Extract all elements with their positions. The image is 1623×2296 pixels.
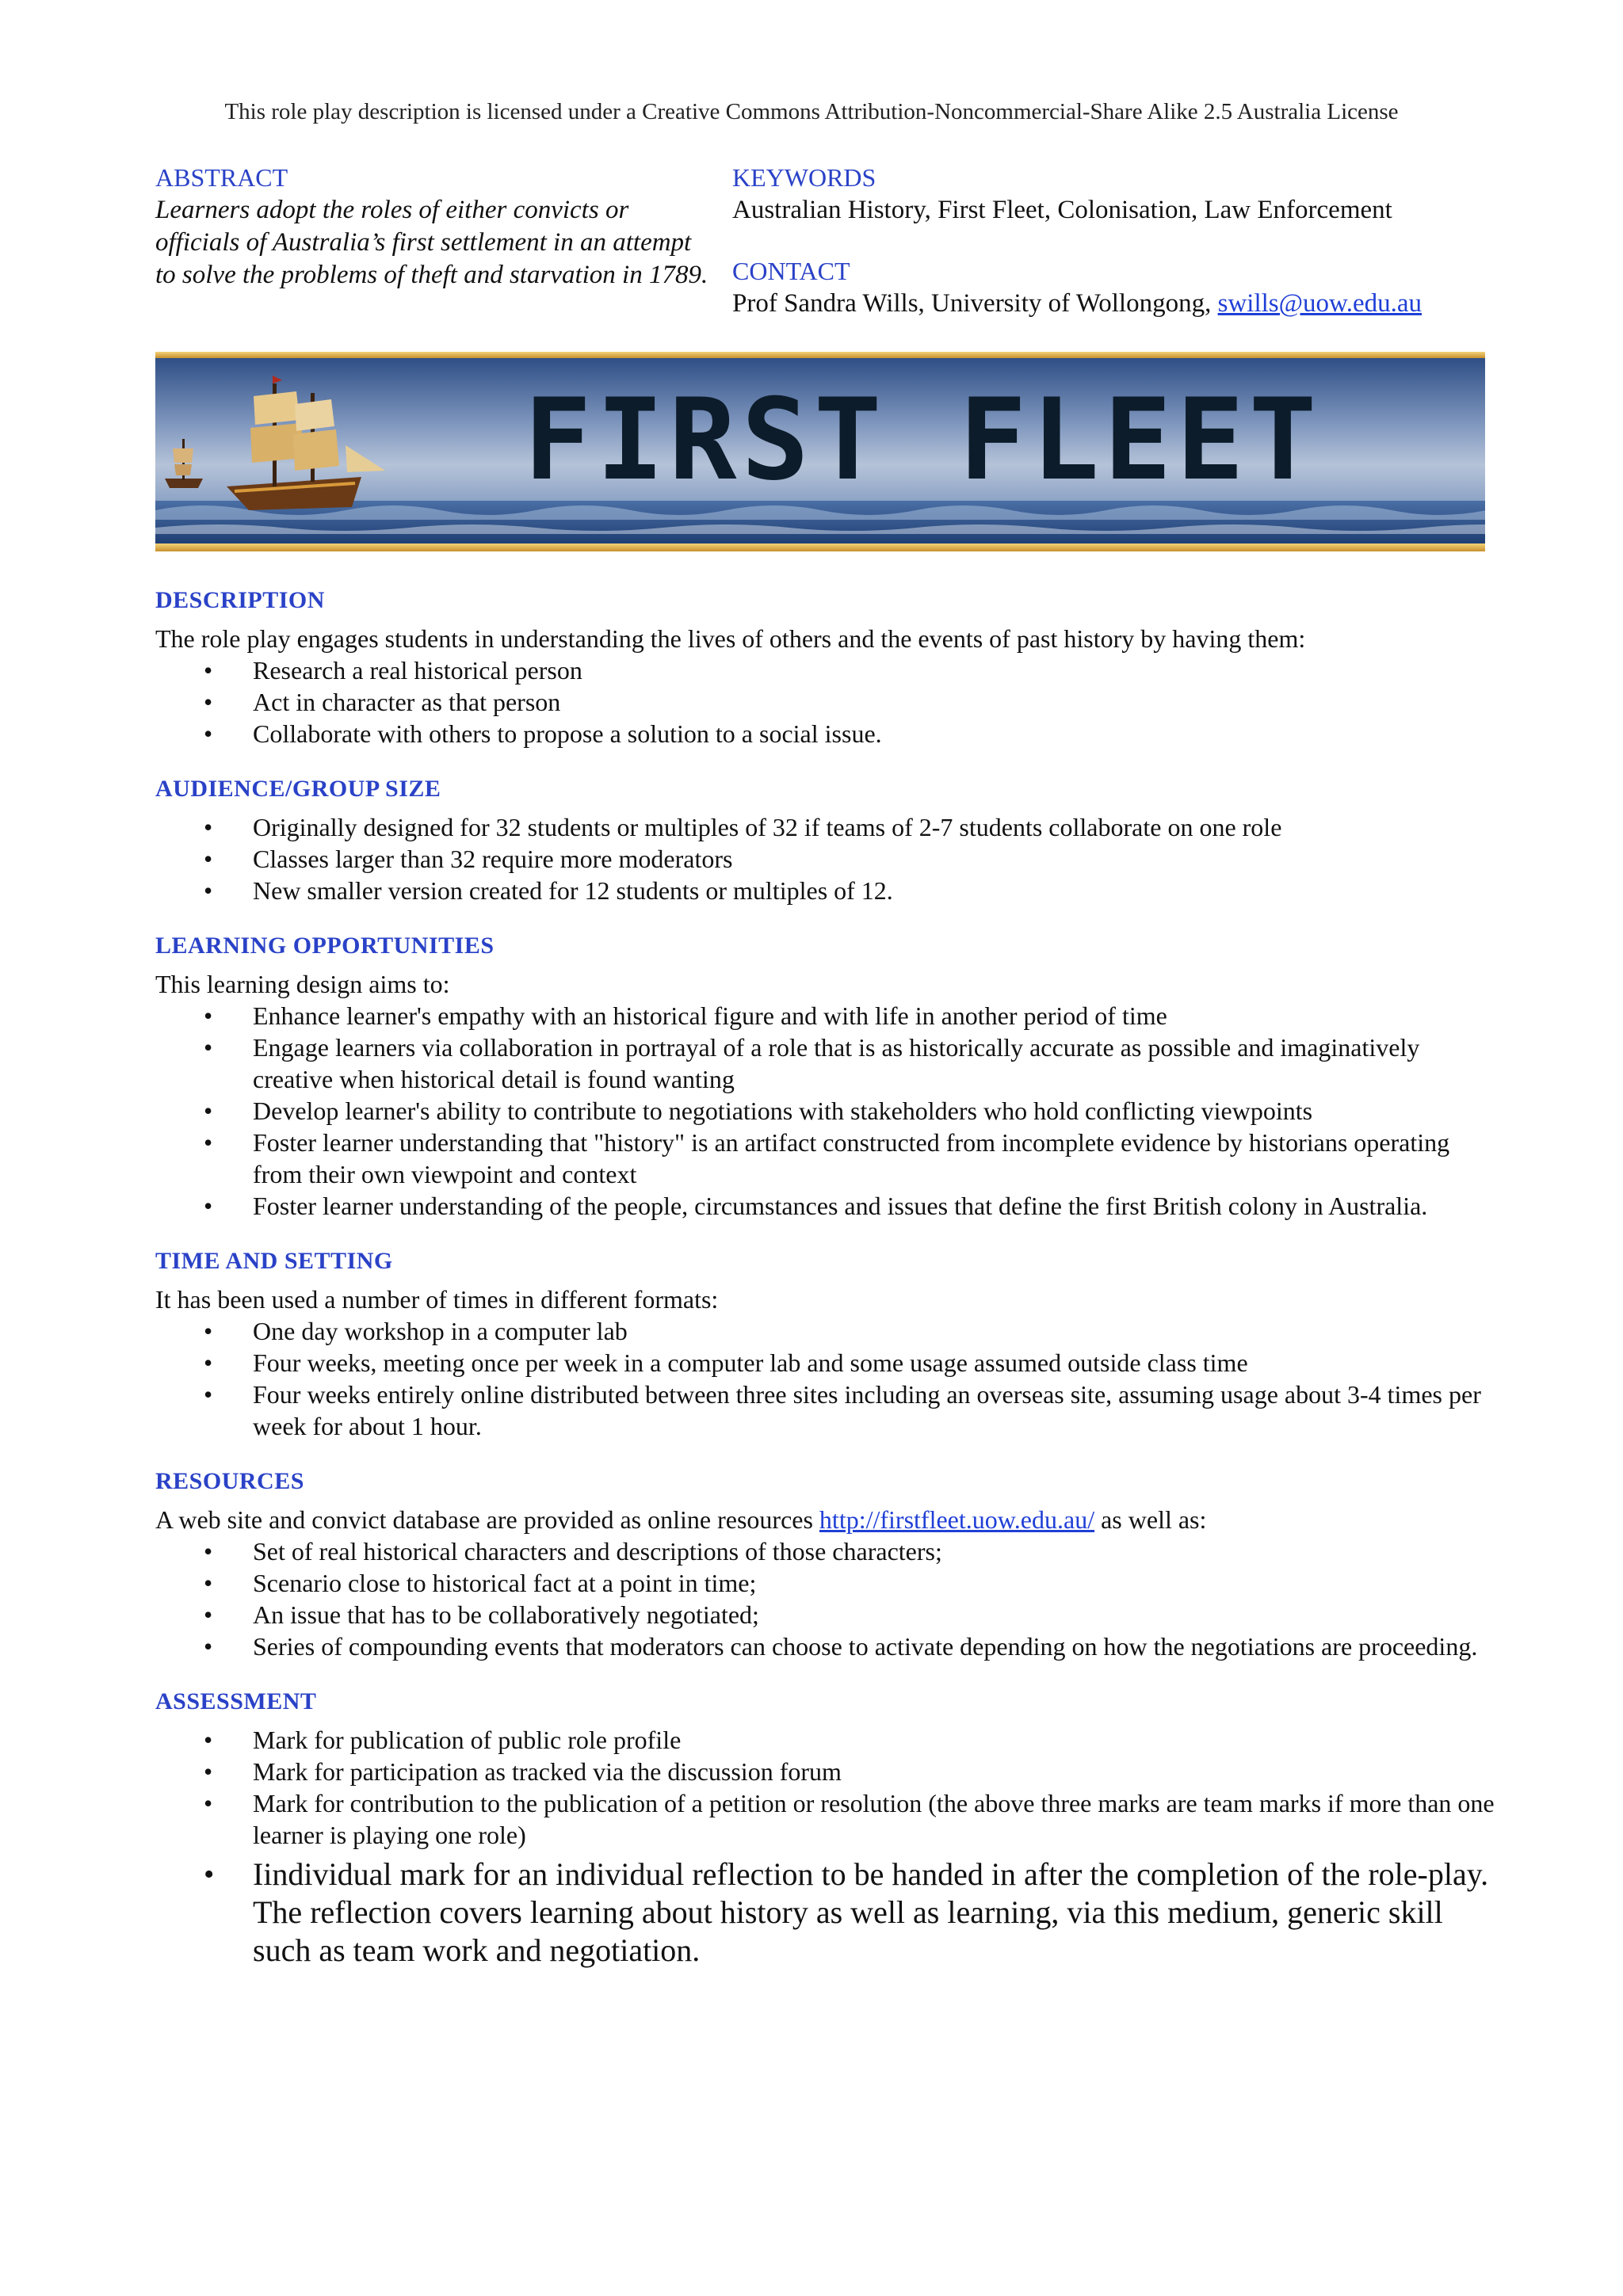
- list-item: • Four weeks, meeting once per week in a computer lab and some usage assumed outside class time: [204, 1348, 1248, 1377]
- abstract-text: Learners adopt the roles of either convicts or officials of Australia’s first settlement in an attempt to solve the problems of theft and starvation in 1789.: [155, 196, 708, 289]
- assessment-section: [155, 1686, 1503, 1970]
- list-item: • Originally designed for 32 students or multiples of 32 if teams of 2-7 students collaborate on one role: [204, 813, 1282, 841]
- banner-sea: [155, 501, 1485, 543]
- description-intro: The role play engages students in understanding the lives of others and the events of past history by having them:: [155, 624, 1306, 653]
- learning-section: [155, 930, 1503, 1222]
- keywords-label: KEYWORDS: [732, 163, 876, 192]
- assessment-heading: ASSESSMENT: [155, 1688, 317, 1714]
- resources-section: [155, 1466, 1503, 1662]
- abstract-block: [155, 162, 710, 292]
- banner-bottom-border: [155, 543, 1485, 551]
- contact-email-link[interactable]: swills@uow.edu.au: [1217, 289, 1423, 318]
- time-list: [155, 1315, 1503, 1442]
- list-item: • Series of compounding events that moderators can choose to activate depending on how the negotiations are proceeding.: [204, 1632, 1478, 1661]
- time-section: [155, 1245, 1503, 1442]
- list-item: • Mark for contribution to the publication of a petition or resolution (the above three marks are team marks if more than one learner is playing one role): [204, 1789, 1495, 1849]
- list-item: • One day workshop in a computer lab: [204, 1317, 628, 1345]
- list-item: • New smaller version created for 12 students or multiples of 12.: [204, 876, 893, 905]
- list-item: • Engage learners via collaboration in portrayal of a role that is as historically accurate as possible and imaginatively creative when historical detail is found wanting: [204, 1033, 1420, 1093]
- list-item: • Mark for participation as tracked via the discussion forum: [204, 1757, 842, 1786]
- time-intro: It has been used a number of times in different formats:: [155, 1285, 719, 1314]
- resources-intro: A web site and convict database are provided as online resources http://firstfleet.uow.edu.au/ as well as:: [155, 1505, 1207, 1534]
- list-item: • An issue that has to be collaboratively negotiated;: [204, 1600, 759, 1629]
- keywords-text: Australian History, First Fleet, Colonisation, Law Enforcement: [732, 196, 1392, 224]
- learning-list: [155, 1000, 1503, 1222]
- contact-line: [732, 288, 1525, 320]
- contact-text: Prof Sandra Wills, University of Wollongong,: [732, 289, 1218, 318]
- resources-list: [155, 1535, 1503, 1662]
- banner-image: [155, 352, 1485, 551]
- list-item: • Foster learner understanding of the people, circumstances and issues that define the first British colony in Australia.: [204, 1192, 1428, 1220]
- contact-label: CONTACT: [732, 257, 850, 285]
- list-item: • Classes larger than 32 require more moderators: [204, 845, 733, 873]
- audience-section: [155, 773, 1503, 906]
- time-heading: TIME AND SETTING: [155, 1248, 393, 1274]
- list-item: • Enhance learner's empathy with an historical figure and with life in another period of time: [204, 1001, 1167, 1030]
- list-item: • Set of real historical characters and descriptions of those characters;: [204, 1537, 942, 1566]
- list-item: • Act in character as that person: [204, 688, 561, 716]
- license-notice: This role play description is licensed under a Creative Commons Attribution-Noncommercial-Share Alike 2.5 Australia License: [224, 99, 1399, 124]
- resources-heading: RESOURCES: [155, 1468, 304, 1494]
- audience-heading: AUDIENCE/GROUP SIZE: [155, 776, 441, 802]
- first-fleet-banner: [155, 352, 1485, 551]
- banner-title: FIRST FLEET: [524, 375, 1322, 505]
- list-item: • Research a real historical person: [204, 656, 582, 685]
- audience-list: [155, 811, 1503, 906]
- meta-block: [732, 162, 1525, 320]
- description-heading: DESCRIPTION: [155, 587, 325, 613]
- list-item: • Scenario close to historical fact at a point in time;: [204, 1569, 757, 1597]
- learning-intro: This learning design aims to:: [155, 970, 450, 998]
- description-list: [155, 654, 1503, 749]
- list-item: • Foster learner understanding that "history" is an artifact constructed from incomplete evidence by historians operating from their own viewpoint and context: [204, 1128, 1450, 1188]
- list-item: • Mark for publication of public role profile: [204, 1726, 682, 1754]
- abstract-label: ABSTRACT: [155, 163, 288, 192]
- description-section: [155, 585, 1503, 749]
- list-item: • Collaborate with others to propose a solution to a social issue.: [204, 719, 882, 748]
- assessment-list: [155, 1724, 1503, 1970]
- list-item: • Four weeks entirely online distributed between three sites including an overseas site, assuming usage about 3-4 times per week for about 1 hour.: [204, 1380, 1481, 1440]
- main-content: [155, 585, 1503, 1970]
- learning-heading: LEARNING OPPORTUNITIES: [155, 933, 495, 959]
- list-item: • Develop learner's ability to contribute to negotiations with stakeholders who hold conflicting viewpoints: [204, 1097, 1313, 1125]
- list-item: • Iindividual mark for an individual reflection to be handed in after the completion of the role-play. The reflection covers learning about history as well as learning, via this medium, generic skill such as team work and negotiation.: [204, 1856, 1489, 1968]
- firstfleet-site-link[interactable]: http://firstfleet.uow.edu.au/: [819, 1505, 1095, 1534]
- banner-top-border: [155, 352, 1485, 358]
